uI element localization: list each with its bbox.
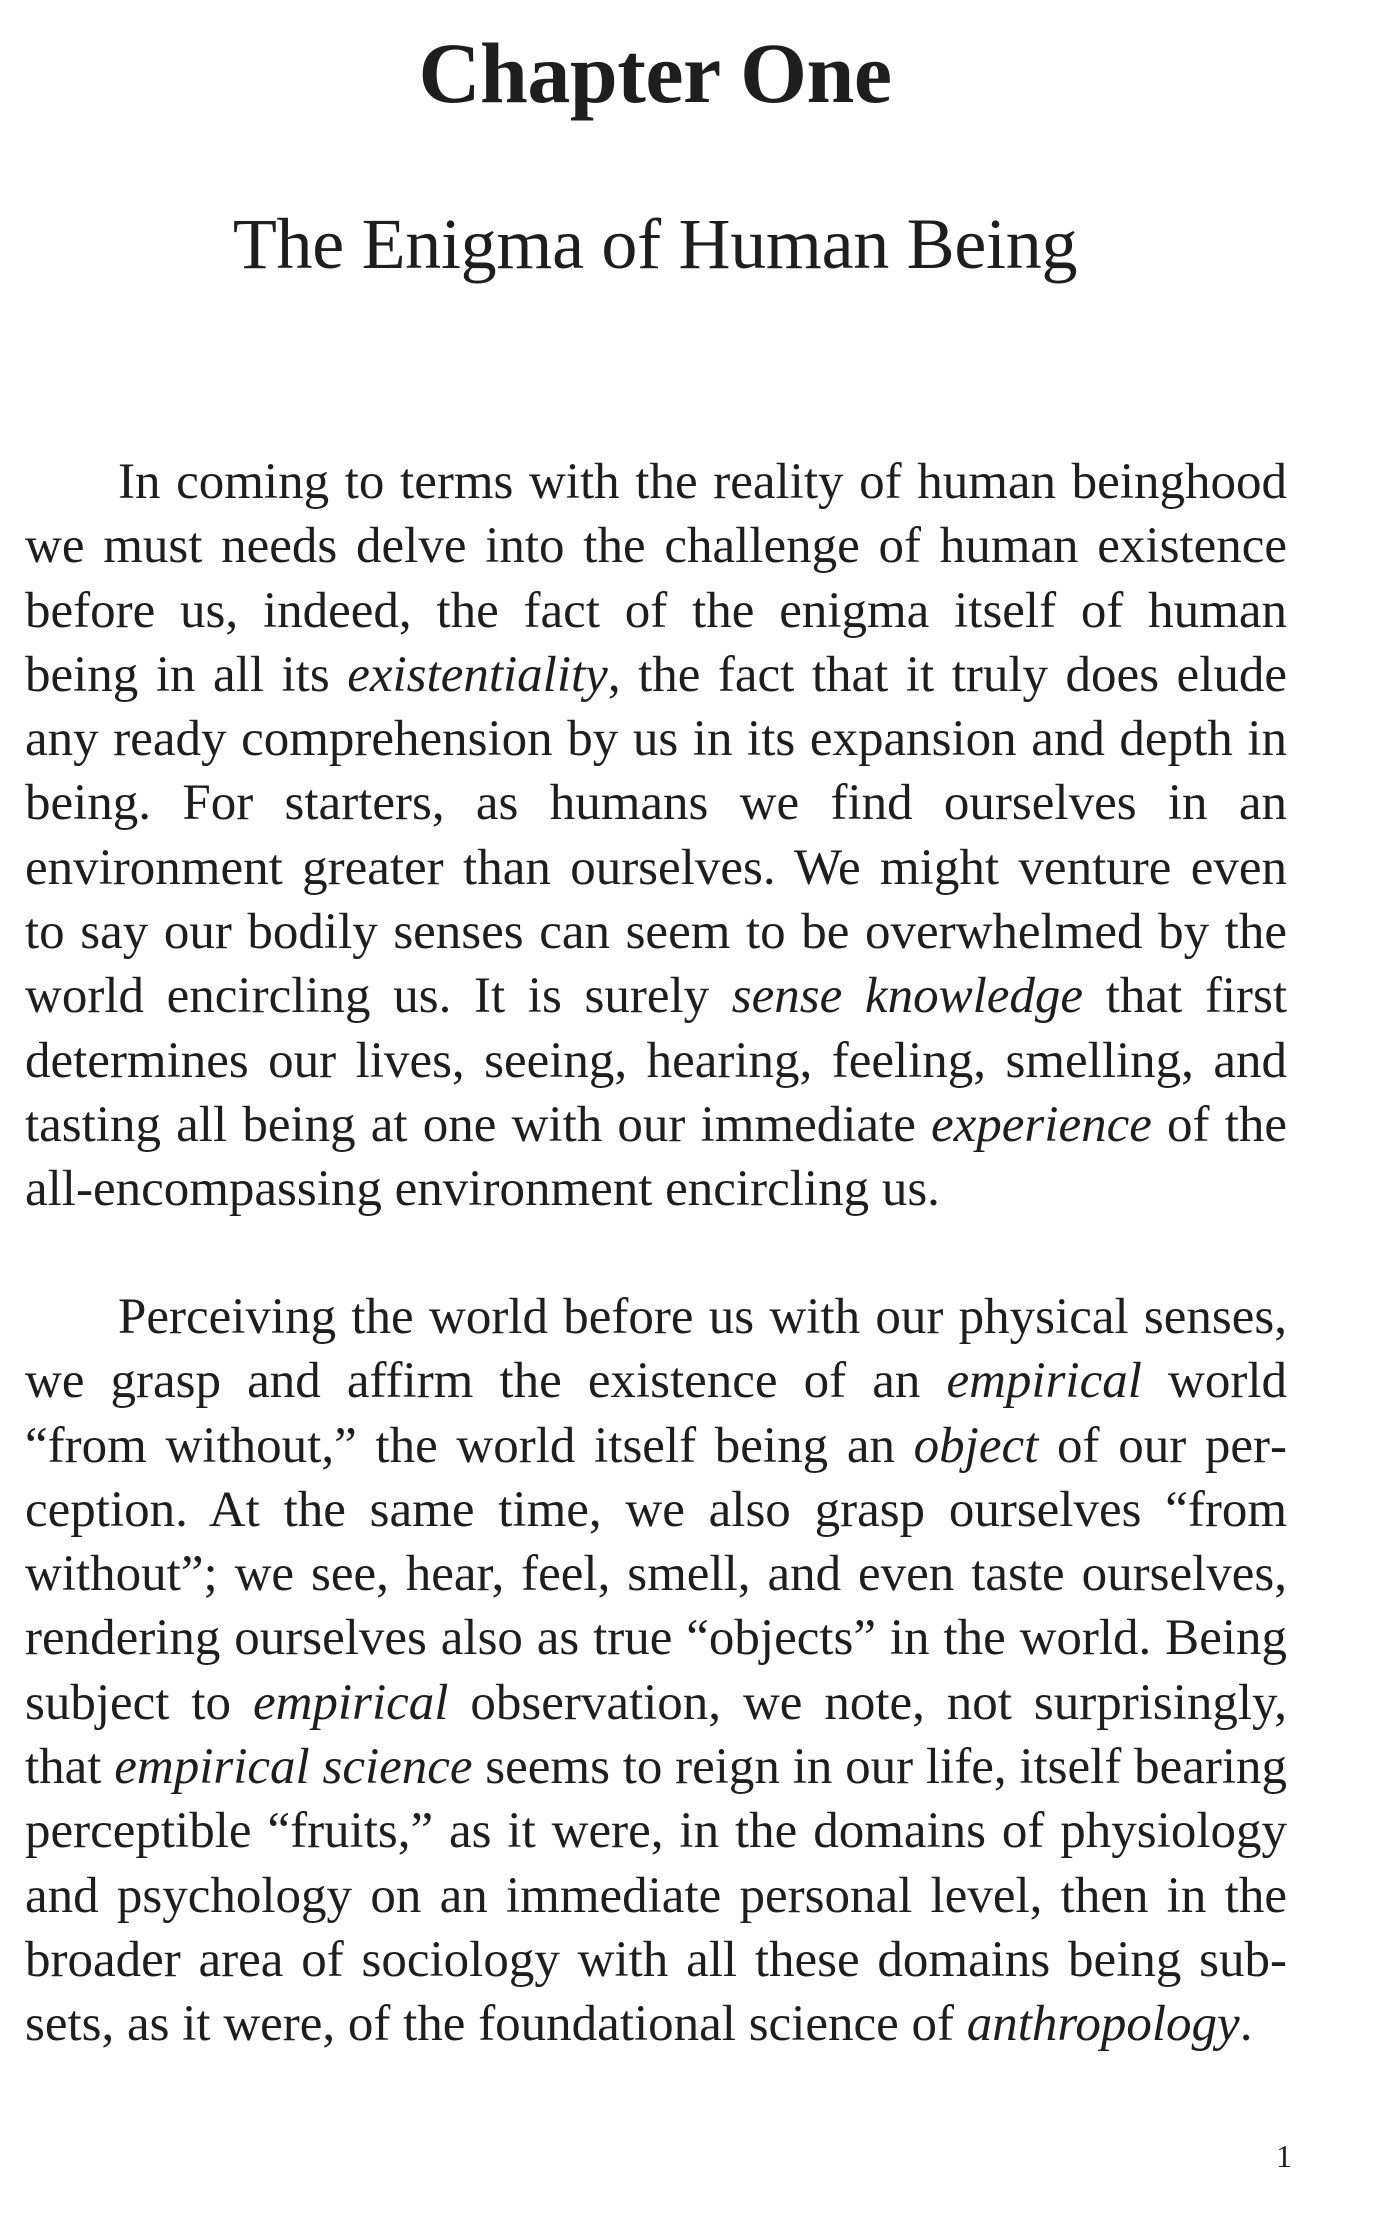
text-run: observation, we note, not surprisingly, that — [25, 1674, 1287, 1796]
text-run: . — [1239, 1996, 1253, 2053]
text-run: of the all-encompassing environment encircling us. — [25, 1096, 1287, 1218]
chapter-heading: Chapter One — [418, 25, 892, 121]
text-run: that first determines our lives, seeing, hearing, feeling, smelling, and tasting all being at one with our immediate — [25, 968, 1287, 1153]
text-run: of our perception. At the same time, we also grasp ourselves “from without”; we see, hear, feel, smell, and even taste ourselves, rendering ourselves also as true “objects” in the world. Being subject to — [25, 1417, 1287, 1731]
italic-phrase: existentiality — [347, 646, 608, 703]
italic-phrase: empirical science — [114, 1739, 473, 1796]
text-run: Perceiving the world before us with our physical senses, we grasp and affirm the existence of an — [25, 1289, 1287, 1410]
italic-phrase: anthropology — [966, 1996, 1240, 2053]
chapter-title: The Enigma of Human Being — [232, 204, 1078, 284]
text-run: In coming to terms with the reality of human beinghood we must needs delve into the challenge of human existence before us, indeed, the fact of the enigma itself of human being in all its — [25, 454, 1287, 703]
italic-phrase: empirical — [252, 1674, 449, 1731]
body-paragraph-2 — [25, 1285, 1287, 2057]
text-run: world “from without,” the world itself being an — [25, 1353, 1287, 1474]
body-paragraph-1 — [25, 450, 1287, 1222]
page-number: 1 — [1276, 2138, 1292, 2174]
italic-phrase: object — [913, 1417, 1039, 1474]
text-run: seems to reign in our life, itself bearing perceptible “fruits,” as it were, in the domains of physiology and psychology on an immediate personal level, then in the broader area of sociology with all these domains being subsets, as it were, of the foundational science of — [25, 1739, 1288, 2053]
text-run: , the fact that it truly does elude any ready comprehension by us in its expansion and depth in being. For starters, as humans we find ourselves in an environment greater than ourselves. We might venture even to say our bodily senses can seem to be overwhelmed by the world encircling us. It is surely — [25, 646, 1288, 1025]
italic-phrase: empirical — [946, 1353, 1142, 1410]
italic-phrase: sense knowledge — [731, 968, 1084, 1025]
italic-phrase: experience — [931, 1096, 1152, 1153]
